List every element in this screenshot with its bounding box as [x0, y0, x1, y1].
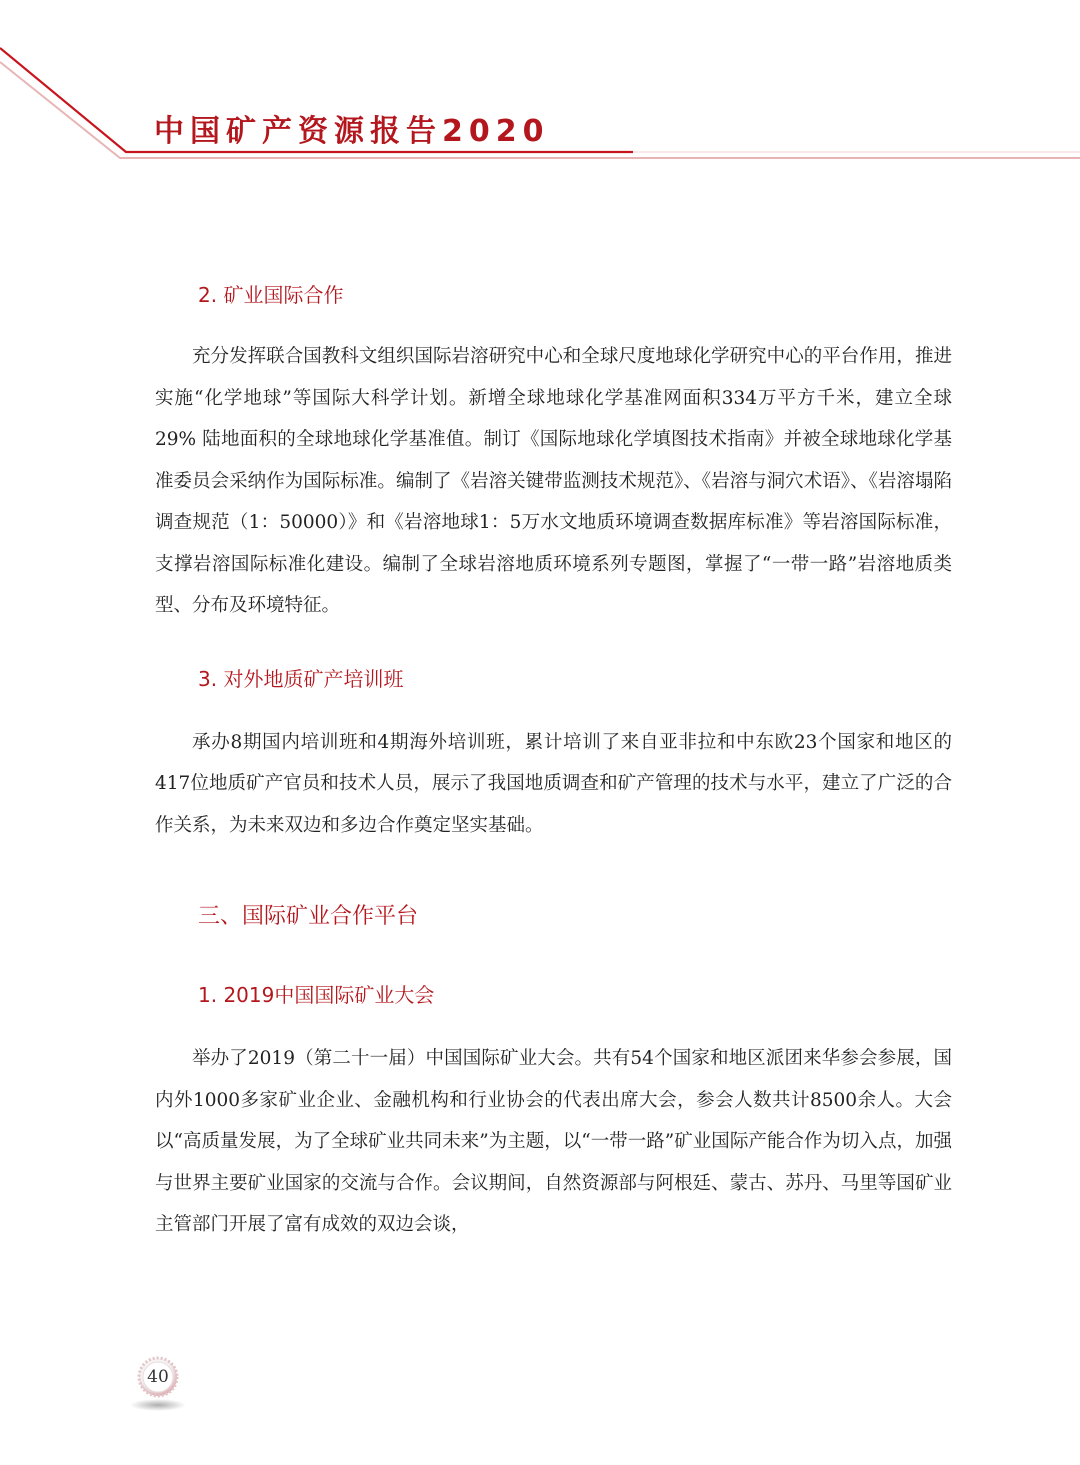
- page-number: 40: [147, 1367, 169, 1387]
- report-title: 中国矿产资源报告2020: [154, 114, 550, 149]
- section-heading-mining-cooperation: 2. 矿业国际合作: [198, 283, 344, 307]
- paragraph-training: 承办8期国内培训班和4期海外培训班，累计培训了来自亚非拉和中东欧23个国家和地区的417位地质矿产官员和技术人员，展示了我国地质调查和矿产管理的技术与水平，建立了广泛的合作关系，为未来双边和多边合作奠定坚实基础。: [155, 731, 952, 836]
- main-content: [155, 278, 952, 1246]
- section-heading-conference: 1. 2019中国国际矿业大会: [198, 983, 435, 1007]
- section-heading-training: 3. 对外地质矿产培训班: [198, 666, 404, 691]
- paragraph-mining-cooperation: 充分发挥联合国教科文组织国际岩溶研究中心和全球尺度地球化学研究中心的平台作用，推进实施“化学地球”等国际大科学计划。新增全球地球化学基准网面积334万平方千米，建立全球29% 陆地面积的全球地球化学基准值。制订《国际地球化学填图技术指南》并被全球地球化学基准委员会采纳作为国际标准。编制了《岩溶关键带监测技术规范》、《岩溶与洞穴术语》、《岩溶塌陷调查规范（1：50000）》和《岩溶地球1：5万水文地质环境调查数据库标准》等岩溶国际标准，支撑岩溶国际标准化建设。编制了全球岩溶地质环境系列专题图，掌握了“一带一路”岩溶地质类型、分布及环境特征。: [155, 346, 952, 616]
- page-number-badge: [128, 1355, 188, 1415]
- part-heading-platform: 三、国际矿业合作平台: [198, 904, 419, 929]
- paragraph-conference: 举办了2019（第二十一届）中国国际矿业大会。共有54个国家和地区派团来华参会参展，国内外1000多家矿业企业、金融机构和行业协会的代表出席大会，参会人数共计8500余人。大会以“高质量发展，为了全球矿业共同未来”为主题，以“一带一路”矿业国际产能合作为切入点，加强与世界主要矿业国家的交流与合作。会议期间，自然资源部与阿根廷、蒙古、苏丹、马里等国矿业主管部门开展了富有成效的双边会谈，: [155, 1048, 952, 1235]
